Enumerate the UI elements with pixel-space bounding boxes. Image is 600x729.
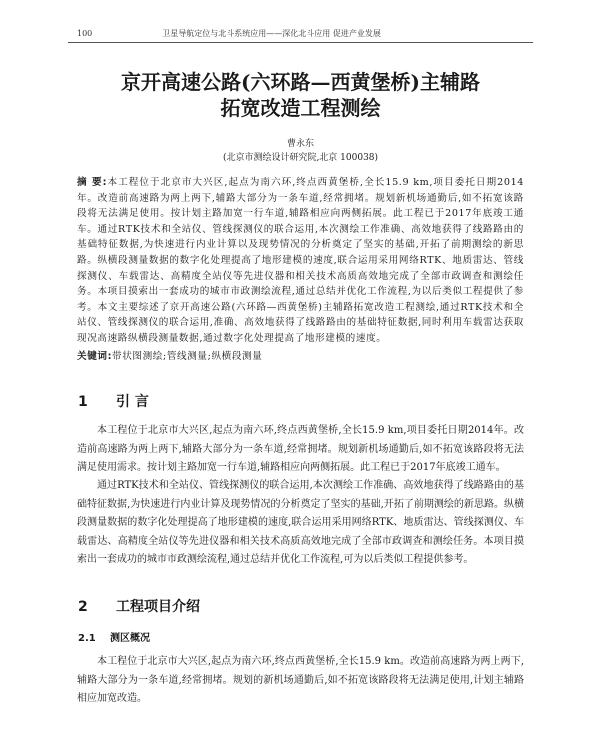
- section-body: [77, 422, 524, 569]
- author: 曹永东: [286, 139, 314, 149]
- keywords-text: 带状图测绘;管线测量;纵横段测量: [112, 350, 263, 362]
- abstract-label: 摘 要:: [77, 177, 108, 188]
- title-line: 京开高速公路(六环路—西黄堡桥)主辅路: [121, 70, 480, 94]
- section-number: 2: [78, 599, 88, 616]
- paper-title: [77, 69, 524, 121]
- abstract-text: 本工程位于北京市大兴区,起点为南六环,终点西黄堡桥,全长15.9 km,项目委托日期2014年。改造前高速路为两上两下,辅路大部分为一条车道,经常拥堵。规划新机场通勤后,如不拓宽该路段将无法满足使用。按计划主路加宽一行车道,辅路相应向两侧拓展。此工程已于2017年底竣工通车。通过RTK技术和全站仪、管线探测仪的联合运用,本次测绘工作准确、高效地获得了线路路由的基础特征数据,为快速进行内业计算以及现势情况的分析奠定了坚实的基础,开拓了前期测绘的新思路。纵横段测量数据的数字化处理提高了地形建模的速度,联合运用采用网络RTK、地质雷达、管线探测仪、车载雷达、高精度全站仪等先进仪器和相关技术高质高效地完成了全部市政调查和测绘任务。本项目摸索出一套成功的城市市政测绘流程,通过总结并优化工作流程,为以后类似工程提供了参考。本文主要综述了京开高速公路(六环路—西黄堡桥)主辅路拓宽改造工程测绘,通过RTK技术和全站仪、管线探测仪的联合运用,准确、高效地获得了线路路由的基础特征数据,同时利用车载雷达获取现况高速路纵横段测量数据,通过数字化处理提高了地形建模的速度。: [77, 177, 524, 344]
- running-header: [77, 28, 524, 40]
- section-title: 引 言: [116, 394, 149, 411]
- abstract: [77, 175, 524, 347]
- section-title: 工程项目介绍: [116, 599, 200, 616]
- title-line: 拓宽改造工程测绘: [220, 96, 381, 120]
- section-heading: [78, 392, 524, 412]
- keywords-label: 关键词:: [77, 350, 113, 362]
- subsection-title: 测区概况: [110, 633, 150, 645]
- affiliation: (北京市测绘设计研究院,北京 100038): [222, 153, 379, 163]
- header-rule: [68, 42, 533, 43]
- page-number: 100: [77, 29, 93, 38]
- subsection-number: 2.1: [78, 633, 96, 645]
- section-heading: [78, 597, 524, 617]
- section-number: 1: [78, 394, 88, 411]
- running-title: 卫星导航定位与北斗系统应用——深化北斗应用 促进产业发展: [162, 29, 381, 38]
- subsection-heading: [78, 631, 524, 647]
- paragraph: 本工程位于北京市大兴区,起点为南六环,终点西黄堡桥,全长15.9 km。改造前高速路为两上两下,辅路大部分为一条车道,经常拥堵。规划的新机场通勤后,如不拓宽该路段将无法满足使用,计划主辅路相应加宽改造。: [77, 656, 524, 705]
- keywords: [77, 349, 524, 365]
- paragraph: 本工程位于北京市大兴区,起点为南六环,终点西黄堡桥,全长15.9 km,项目委托日期2014年。改造前高速路为两上两下,辅路大部分为一条车道,经常拥堵。规划新机场通勤后,如不拓宽该路段将无法满足使用需求。按计划主路加宽一行车道,辅路相应向两侧拓展。此工程已于2017年底竣工通车。: [77, 425, 524, 473]
- subsection-body: [77, 653, 524, 708]
- paragraph: 通过RTK技术和全站仪、管线探测仪的联合运用,本次测绘工作准确、高效地获得了线路路由的基础特征数据,为快速进行内业计算及现势情况的分析奠定了坚实的基础,开拓了前期测绘的新思路。纵横段测量数据的数字化处理提高了地形建模的速度,联合运用采用网络RTK、地质雷达、管线探测仪、车载雷达、高精度全站仪等先进仪器和相关技术高质高效地完成了全部市政调查和测绘任务。本项目摸索出一套成功的城市市政测绘流程,通过总结并优化工作流程,可为以后类似工程提供参考。: [77, 480, 524, 565]
